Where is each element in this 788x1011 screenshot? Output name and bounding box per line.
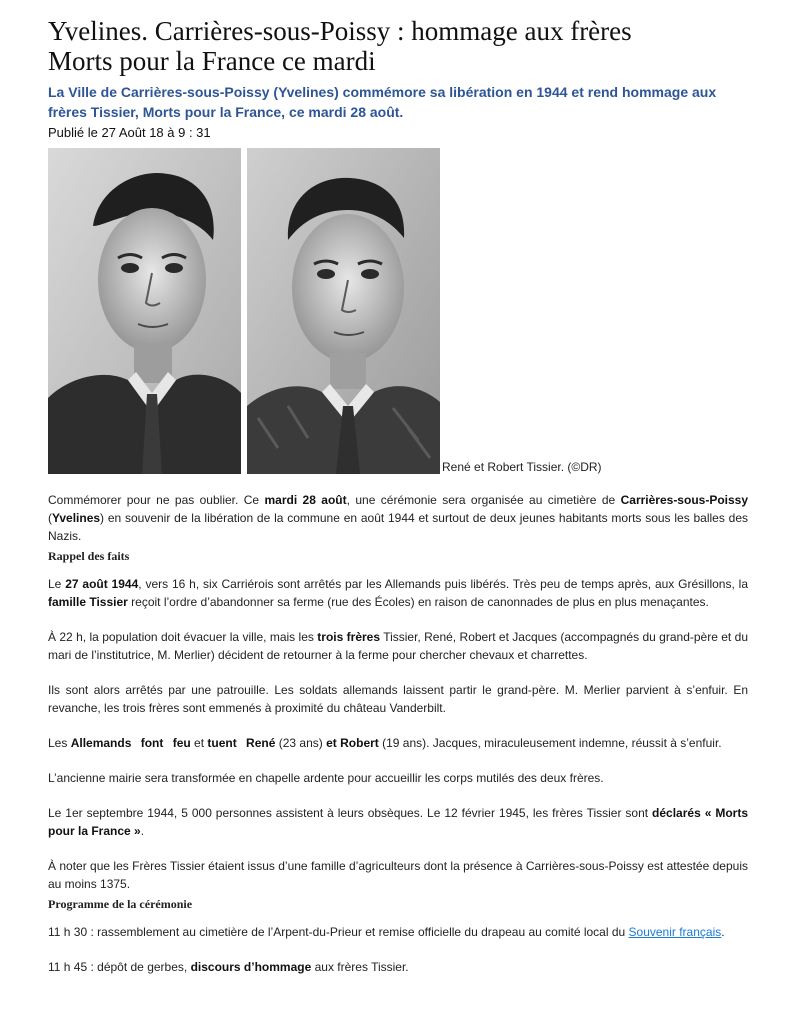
paragraph-intro (48, 491, 748, 545)
bold-text: discours d’hommage (190, 960, 312, 974)
paragraph-execution (48, 734, 748, 752)
text: . (721, 925, 725, 939)
bold-text: famille Tissier (48, 595, 128, 609)
paragraph-chapelle: L’ancienne mairie sera transformée en chapelle ardente pour accueillir les corps mutilés des deux frères. (48, 771, 604, 785)
text: Tissier, René, Robert et Jacques (accompagnés du grand-père et du mari de l’institutrice, M. Merlier) décident de retourner à la ferme pour chercher chevaux et charrettes. (48, 630, 748, 662)
text: ) en souvenir de la libération de la commune en août 1944 et surtout de deux jeunes habitants morts sous les balles des Nazis. (48, 511, 748, 543)
publish-date: Publié le 27 Août 18 à 9 : 31 (48, 125, 211, 140)
paragraph-famille: À noter que les Frères Tissier étaient issus d’une famille d’agriculteurs dont la présence à Carrières-sous-Poissy est attestée depuis au moins 1375. (48, 859, 748, 891)
tissier-brothers-photo (48, 148, 440, 474)
text: (23 ans) (275, 736, 327, 750)
text: Le (48, 577, 66, 591)
text: , une cérémonie sera organisée au cimetière de (346, 493, 621, 507)
text: À 22 h, la population doit évacuer la ville, mais les (48, 630, 318, 644)
bold-text: tuent René (207, 736, 276, 750)
article-lead: La Ville de Carrières-sous-Poissy (Yvelines) commémore sa libération en 1944 et rend hommage aux frères Tissier, Morts pour la France, ce mardi 28 août. (48, 84, 717, 120)
text: et (190, 736, 208, 750)
text: Les (48, 736, 71, 750)
bold-text: Yvelines (52, 511, 101, 525)
bold-text: Carrières-sous-Poissy (620, 493, 749, 507)
paragraph-obseques (48, 804, 748, 840)
text: reçoit l’ordre d’abandonner sa ferme (rue des Écoles) en raison de canonnades de plus en plus menaçantes. (127, 595, 709, 609)
text: . (140, 824, 145, 838)
text: , vers 16 h, six Carriérois sont arrêtés par les Allemands puis libérés. Très peu de temps après, aux Grésillons, la (138, 577, 748, 591)
bold-text: trois frères (317, 630, 381, 644)
portrait-robert (247, 148, 440, 474)
paragraph-11h30 (48, 923, 748, 941)
souvenir-francais-link[interactable]: Souvenir français (628, 925, 722, 939)
article-title (48, 16, 748, 76)
section-heading-programme: Programme de la cérémonie (48, 897, 193, 911)
portrait-rene (48, 148, 241, 474)
paragraph-22h (48, 628, 748, 664)
article-title-line-2: Morts pour la France ce mardi (48, 46, 376, 76)
bold-text: Allemands font feu (70, 736, 191, 750)
bold-text: déclarés « Morts pour la France » (48, 806, 748, 838)
paragraph-11h45 (48, 958, 748, 976)
bold-text: 27 août 1944 (65, 577, 139, 591)
text: 11 h 45 : dépôt de gerbes, (48, 960, 191, 974)
article-title-line-1: Yvelines. Carrières-sous-Poissy : hommage aux frères (48, 16, 632, 46)
article (48, 16, 748, 976)
paragraph-27-aout (48, 575, 748, 611)
photo-block (48, 148, 748, 474)
text: ( (48, 511, 52, 525)
photo-caption: René et Robert Tissier. (©DR) (442, 460, 602, 474)
bold-text: et Robert (326, 736, 379, 750)
text: (19 ans). Jacques, miraculeusement indemne, réussit à s’enfuir. (378, 736, 722, 750)
text: Commémorer pour ne pas oublier. Ce (48, 493, 265, 507)
paragraph-arrestation: Ils sont alors arrêtés par une patrouille. Les soldats allemands laissent partir le grand-père. M. Merlier parvient à s’enfuir. En revanche, les trois frères sont emmenés à proximité du château Vanderbilt. (48, 683, 748, 715)
text: Le 1er septembre 1944, 5 000 personnes assistent à leurs obsèques. Le 12 février 1945, les frères Tissier sont (48, 806, 653, 820)
bold-text: mardi 28 août (264, 493, 347, 507)
section-heading-rappel: Rappel des faits (48, 549, 130, 563)
text: aux frères Tissier. (311, 960, 409, 974)
text: 11 h 30 : rassemblement au cimetière de l’Arpent-du-Prieur et remise officielle du drapeau au comité local du (48, 925, 629, 939)
portrait-photos (48, 148, 440, 474)
